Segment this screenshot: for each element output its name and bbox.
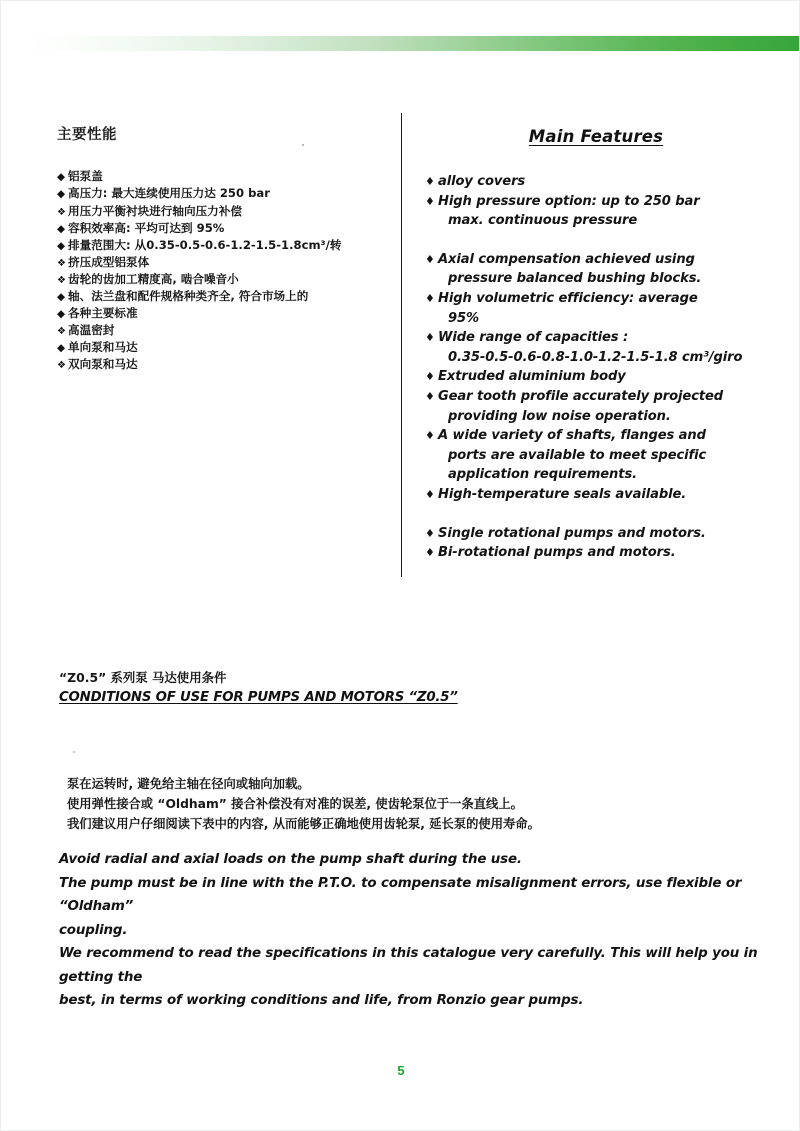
chinese-feature-text: 单向泵和马达 [68, 340, 138, 355]
english-feature-item [425, 192, 777, 212]
english-feature-text: Wide range of capacities : [438, 330, 629, 346]
conditions-body-english-line: We recommend to read the specifications in this catalogue very carefully. This will help you in getting the [59, 946, 758, 985]
diamond-bullet-icon: ◆ [57, 188, 66, 201]
english-feature-text: application requirements. [448, 467, 638, 483]
chinese-feature-item [57, 271, 387, 288]
diamond-bullet-icon: ♦ [425, 194, 435, 208]
english-feature-item [425, 289, 777, 309]
chinese-feature-item [57, 305, 387, 322]
chinese-feature-item [57, 203, 387, 220]
diamond-bullet-icon: ♦ [425, 331, 435, 345]
diamond-outline-bullet-icon: ❖ [57, 360, 66, 372]
english-feature-text: 95% [448, 310, 480, 326]
column-divider-line [401, 113, 402, 577]
english-feature-text: High volumetric efficiency: average [438, 290, 698, 306]
diamond-bullet-icon: ♦ [425, 487, 435, 501]
english-feature-text: High pressure option: up to 250 bar [438, 193, 700, 209]
english-feature-continuation [425, 269, 777, 289]
chinese-features-column [57, 127, 387, 374]
english-feature-text: A wide variety of shafts, flanges and [438, 428, 706, 444]
diamond-bullet-icon: ♦ [425, 389, 435, 403]
english-feature-text: Extruded aluminium body [438, 369, 626, 385]
english-feature-item [425, 485, 777, 505]
conditions-body-chinese-line: 泵在运转时, 避免给主轴在径向或轴向加载。 [67, 777, 310, 791]
conditions-body-english [59, 848, 759, 1013]
english-feature-text: pressure balanced bushing blocks. [448, 271, 702, 287]
english-feature-text: Gear tooth profile accurately projected [438, 388, 724, 404]
diamond-bullet-icon: ♦ [425, 252, 435, 266]
english-feature-item [425, 172, 777, 192]
chinese-feature-text: 铝泵盖 [68, 169, 103, 184]
chinese-feature-item [57, 339, 387, 356]
diamond-outline-bullet-icon: ❖ [57, 257, 66, 269]
conditions-body-chinese-line: 我们建议用户仔细阅读下表中的内容, 从而能够正确地使用齿轮泵, 延长泵的使用寿命。 [67, 817, 540, 831]
diamond-bullet-icon: ♦ [425, 526, 435, 540]
chinese-feature-text: 挤压成型铝泵体 [68, 254, 150, 269]
english-feature-text: providing low noise operation. [448, 408, 671, 424]
english-feature-item [425, 328, 777, 348]
conditions-body-chinese-line: 使用弹性接合或 “Oldham” 接合补偿没有对准的误差, 使齿轮泵位于一条直线上。 [67, 797, 523, 811]
english-feature-text: alloy covers [438, 174, 526, 189]
scan-speck [302, 144, 304, 146]
english-features-list [425, 172, 777, 563]
chinese-feature-item [57, 288, 387, 305]
english-feature-text: Single rotational pumps and motors. [438, 525, 706, 541]
english-feature-continuation [425, 446, 777, 466]
chinese-feature-item [57, 168, 387, 185]
diamond-bullet-icon: ♦ [425, 291, 435, 305]
english-feature-item [425, 367, 777, 387]
diamond-bullet-icon: ♦ [425, 429, 435, 443]
chinese-feature-text: 容积效率高: 平均可达到 95% [68, 220, 225, 235]
english-feature-continuation [425, 465, 777, 485]
english-feature-item [425, 543, 777, 563]
english-feature-item [425, 524, 777, 544]
chinese-features-list [57, 168, 387, 373]
diamond-bullet-icon: ◆ [57, 342, 66, 355]
english-feature-item [425, 387, 777, 407]
english-feature-text: Bi-rotational pumps and motors. [438, 545, 676, 561]
main-features-section [1, 1, 800, 621]
english-feature-text: ports are available to meet specific [448, 447, 707, 463]
conditions-body-english-line: Avoid radial and axial loads on the pump shaft during the use. [59, 852, 522, 867]
conditions-heading-chinese: “Z0.5” 系列泵 马达使用条件 [59, 670, 227, 685]
english-feature-item [425, 250, 777, 270]
english-features-title: Main Features [528, 127, 664, 146]
english-feature-text: 0.35-0.5-0.6-0.8-1.0-1.2-1.5-1.8 cm³/giro [448, 349, 743, 365]
chinese-feature-item [57, 322, 387, 339]
conditions-body-chinese [67, 774, 747, 834]
conditions-body-english-line: The pump must be in line with the P.T.O. to compensate misalignment errors, use flexible or “Oldham” [59, 875, 742, 914]
diamond-outline-bullet-icon: ❖ [57, 326, 66, 338]
diamond-bullet-icon: ◆ [57, 308, 66, 321]
english-feature-continuation [425, 348, 777, 368]
chinese-feature-item [57, 254, 387, 271]
diamond-outline-bullet-icon: ❖ [57, 274, 66, 286]
chinese-feature-item [57, 185, 387, 202]
english-feature-continuation [425, 309, 777, 329]
conditions-body-english-line: best, in terms of working conditions and life, from Ronzio gear pumps. [59, 993, 584, 1008]
scan-speck-secondary [73, 751, 75, 753]
conditions-heading-english: CONDITIONS OF USE FOR PUMPS AND MOTORS “Z0.5” [59, 690, 458, 705]
english-feature-text: Axial compensation achieved using [438, 251, 695, 267]
chinese-feature-item [57, 220, 387, 237]
chinese-feature-text: 各种主要标准 [68, 306, 138, 321]
chinese-feature-item [57, 356, 387, 373]
chinese-features-title: 主要性能 [57, 127, 117, 143]
english-feature-item [425, 426, 777, 446]
english-feature-continuation [425, 407, 777, 427]
diamond-bullet-icon: ♦ [425, 175, 435, 188]
chinese-feature-text: 轴、法兰盘和配件规格种类齐全, 符合市场上的 [68, 289, 309, 304]
diamond-bullet-icon: ◆ [57, 239, 66, 252]
chinese-feature-text: 用压力平衡衬块进行轴向压力补偿 [68, 203, 242, 218]
chinese-feature-text: 双向泵和马达 [68, 357, 138, 372]
chinese-feature-item [57, 237, 387, 254]
english-features-column [425, 127, 777, 563]
chinese-feature-text: 排量范围大: 从0.35-0.5-0.6-1.2-1.5-1.8cm³/转 [68, 237, 342, 252]
diamond-bullet-icon: ♦ [425, 370, 435, 384]
english-feature-continuation [425, 211, 777, 231]
chinese-feature-text: 高温密封 [68, 323, 115, 338]
diamond-bullet-icon: ◆ [57, 171, 66, 184]
conditions-of-use-heading-block [59, 669, 759, 707]
diamond-outline-bullet-icon: ❖ [57, 206, 66, 218]
chinese-feature-text: 齿轮的齿加工精度高, 啮合噪音小 [68, 271, 239, 286]
diamond-bullet-icon: ◆ [57, 222, 66, 235]
diamond-bullet-icon: ♦ [425, 546, 435, 560]
english-feature-text: High-temperature seals available. [438, 486, 687, 502]
conditions-body-english-line: coupling. [59, 922, 128, 938]
diamond-bullet-icon: ◆ [57, 291, 66, 304]
page-number: 5 [397, 1063, 405, 1078]
chinese-feature-text: 高压力: 最大连续使用压力达 250 bar [68, 186, 270, 201]
english-feature-text: max. continuous pressure [448, 213, 638, 229]
